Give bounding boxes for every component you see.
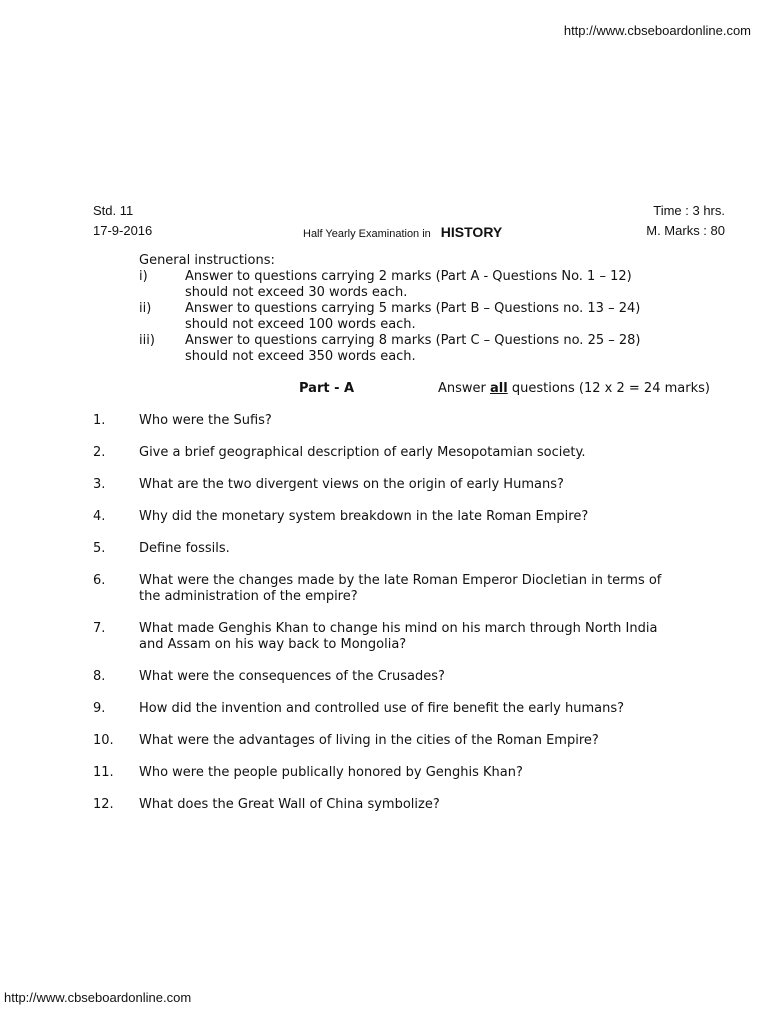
question-number: 11. <box>93 765 114 780</box>
instruction-post: questions (12 x 2 = 24 marks) <box>511 381 710 396</box>
question-number: 1. <box>93 413 106 428</box>
question-number: 10. <box>93 733 114 748</box>
instruction-line: should not exceed 100 words each. <box>185 317 416 332</box>
question-text: What were the changes made by the late Roman Emperor Diocletian in terms of the administration of the empire? <box>139 573 662 604</box>
exam-date: 17-9-2016 <box>93 223 153 238</box>
general-instructions <box>139 253 665 365</box>
question-item <box>93 573 693 605</box>
question-text: How did the invention and controlled use of fire benefit the early humans? <box>139 701 624 716</box>
question-text: What were the advantages of living in the cities of the Roman Empire? <box>139 733 599 748</box>
question-item <box>93 445 693 461</box>
max-marks: M. Marks : 80 <box>646 223 725 238</box>
question-number: 8. <box>93 669 106 684</box>
question-number: 6. <box>93 573 106 588</box>
question-item <box>93 509 693 525</box>
exam-label: Half Yearly Examination in <box>303 228 431 240</box>
question-number: 12. <box>93 797 114 812</box>
question-item <box>93 797 693 813</box>
instruction-line: Answer to questions carrying 5 marks (Part B – Questions no. 13 – 24) <box>185 301 641 316</box>
instruction-text <box>185 301 665 333</box>
question-item <box>93 477 693 493</box>
question-text: What made Genghis Khan to change his mind on his march through North India and Assam on his way back to Mongolia? <box>139 621 658 652</box>
instruction-line: Answer to questions carrying 2 marks (Part A - Questions No. 1 – 12) <box>185 269 632 284</box>
question-text: Who were the Sufis? <box>139 413 272 428</box>
header-url: http://www.cbseboardonline.com <box>563 23 751 38</box>
instruction-line: should not exceed 30 words each. <box>185 285 408 300</box>
question-item <box>93 621 693 653</box>
question-item <box>93 765 693 781</box>
question-item <box>93 701 693 717</box>
subject-name: HISTORY <box>440 224 503 240</box>
instruction-number: ii) <box>139 301 152 316</box>
instruction-text <box>185 269 665 301</box>
question-text: Who were the people publically honored by Genghis Khan? <box>139 765 523 780</box>
instruction-all: all <box>490 381 508 396</box>
question-text: What are the two divergent views on the origin of early Humans? <box>139 477 564 492</box>
instruction-item <box>139 269 665 301</box>
question-text: Why did the monetary system breakdown in the late Roman Empire? <box>139 509 589 524</box>
instruction-item <box>139 333 665 365</box>
std-label: Std. 11 <box>93 203 134 218</box>
question-item <box>93 413 693 429</box>
instruction-line: should not exceed 350 words each. <box>185 349 416 364</box>
instruction-text <box>185 333 665 365</box>
part-a-heading: Part - A <box>299 381 355 396</box>
exam-title <box>303 222 502 241</box>
instruction-item <box>139 301 665 333</box>
time-label: Time : 3 hrs. <box>653 203 725 218</box>
question-number: 2. <box>93 445 106 460</box>
instructions-title: General instructions: <box>139 253 275 268</box>
question-text: Give a brief geographical description of early Mesopotamian society. <box>139 445 586 460</box>
instruction-number: i) <box>139 269 148 284</box>
question-text: What does the Great Wall of China symbolize? <box>139 797 440 812</box>
question-text: Define fossils. <box>139 541 230 556</box>
instruction-number: iii) <box>139 333 155 348</box>
question-list <box>93 413 693 829</box>
question-item <box>93 541 693 557</box>
question-number: 7. <box>93 621 106 636</box>
question-item <box>93 669 693 685</box>
question-number: 3. <box>93 477 106 492</box>
question-number: 4. <box>93 509 106 524</box>
instruction-line: Answer to questions carrying 8 marks (Part C – Questions no. 25 – 28) <box>185 333 641 348</box>
question-text: What were the consequences of the Crusades? <box>139 669 445 684</box>
part-a-instruction <box>438 381 710 396</box>
footer-url: http://www.cbseboardonline.com <box>4 990 192 1005</box>
question-number: 9. <box>93 701 106 716</box>
instruction-pre: Answer <box>438 381 486 396</box>
question-item <box>93 733 693 749</box>
question-number: 5. <box>93 541 106 556</box>
